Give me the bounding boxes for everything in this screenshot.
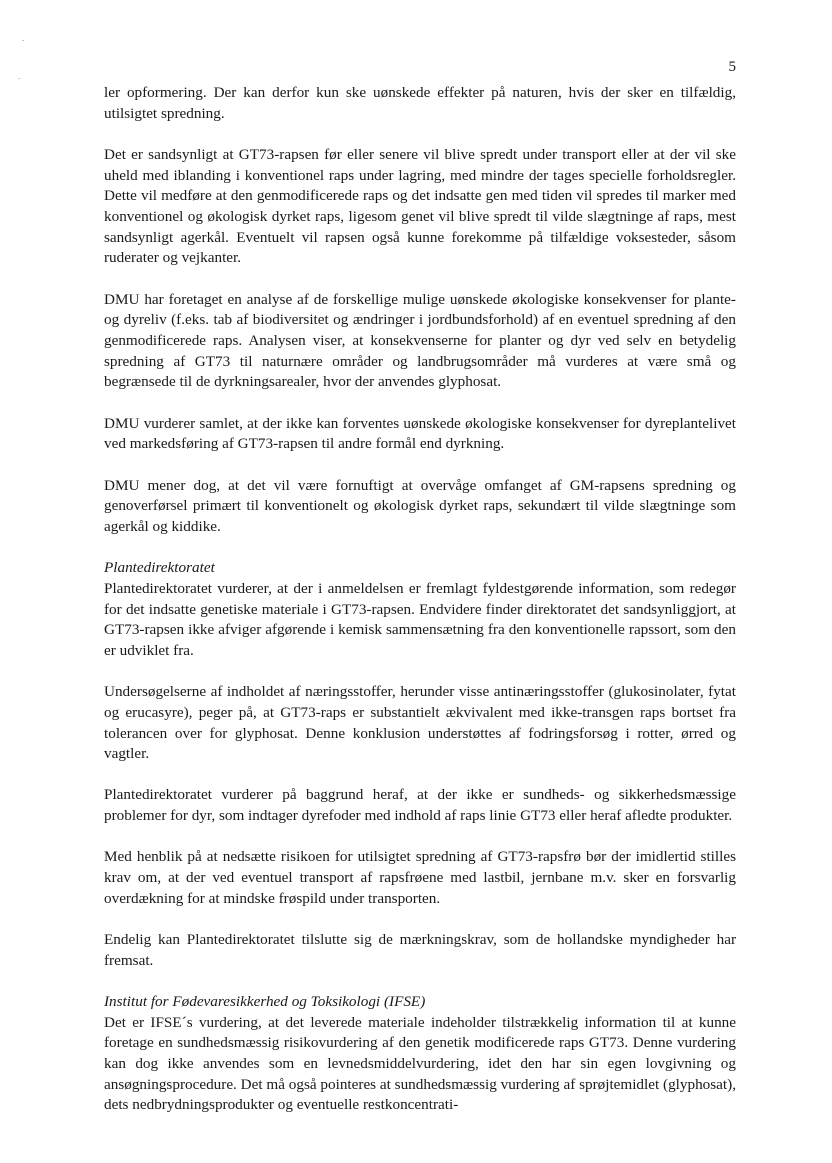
paragraph: Det er IFSE´s vurdering, at det leverede materiale indeholder tilstrækkelig information til at kunne foretage en sundhedsmæssig risikovurdering af den genetik modificerede raps GT73. Denne vurdering kan dog ikke anvendes som en levnedsmiddelvurdering, idet den har sin egen lovgivning og ansøgningsprocedure. Det må også pointeres at sundhedsmæssig vurdering af sprøjtemidlet (glyphosat), dets nedbrydningsprodukter og eventuelle restkoncentrati-: [104, 1013, 736, 1114]
paragraph: ler opformering. Der kan derfor kun ske uønskede effekter på naturen, hvis der sker en tilfældig, utilsigtet spredning.: [104, 84, 736, 122]
paragraph: Plantedirektoratet vurderer, at der i anmeldelsen er fremlagt fyldestgørende information, som redegør for det indsatte genetiske materiale i GT73-rapsen. Endvidere finder direktoratet det sandsynliggjort, at GT73-rapsen ikke afviger afgørende i kemisk sammensætning fra den konventionelle rapssort, som den er udviklet fra.: [104, 579, 736, 659]
page-number: 5: [728, 59, 736, 75]
paragraph: Det er sandsynligt at GT73-rapsen før eller senere vil blive spredt under transport eller at der vil ske uheld med iblanding i konventionel raps under lagring, med mindre der tages specielle forholdsregler. Dette vil medføre at den genmodificerede raps og det indsatte gen med tiden vil spredes til marker med konventionel og økologisk dyrket raps, ligesom genet vil blive spredt til vilde slægtninge af raps, mest sandsynligt agerkål. Eventuelt vil rapsen også kunne forekomme på tilfældige voksesteder, såsom ruderater og vejkanter.: [104, 145, 736, 267]
body-text: [104, 83, 736, 1116]
scan-speck: [22, 40, 24, 41]
scan-speck: [18, 78, 20, 79]
paragraph: DMU mener dog, at det vil være fornuftigt at overvåge omfanget af GM-rapsens spredning og genoverførsel primært til konventionelt og økologisk dyrket raps, sekundært til vilde slægtninge som agerkål og kiddike.: [104, 476, 736, 535]
section-heading-plantedirektoratet: Plantedirektoratet: [104, 559, 215, 577]
paragraph: DMU vurderer samlet, at der ikke kan forventes uønskede økologiske konsekvenser for dyreplantelivet ved markedsføring af GT73-rapsen til andre formål end dyrkning.: [104, 414, 736, 453]
section-heading-ifse: Institut for Fødevaresikkerhed og Toksikologi (IFSE): [104, 992, 426, 1010]
paragraph: DMU har foretaget en analyse af de forskellige mulige uønskede økologiske konsekvenser for plante- og dyreliv (f.eks. tab af biodiversitet og ændringer i jordbundsforhold) af en eventuel spredning af den genmodificerede raps. Analysen viser, at konsekvenserne for planter og dyr ved selv en betydelig spredning af GT73 til naturnære områder og landbrugsområder må vurderes at være små og begrænsede til de dyrkningsarealer, hvor der anvendes glyphosat.: [104, 290, 736, 391]
paragraph: Endelig kan Plantedirektoratet tilslutte sig de mærkningskrav, som de hollandske myndigheder har fremsat.: [104, 931, 736, 969]
paragraph: Undersøgelserne af indholdet af næringsstoffer, herunder visse antinæringsstoffer (glukosinolater, fytat og erucasyre), peger på, at GT73-raps er substantielt ækvivalent med ikke-transgen raps bortset fra tolerancen over for glyphosat. Denne konklusion understøttes af fodringsforsøg i rotter, ørred og vagtler.: [104, 683, 736, 763]
paragraph: Med henblik på at nedsætte risikoen for utilsigtet spredning af GT73-rapsfrø bør der imidlertid stilles krav om, at der ved eventuel transport af rapsfrøene med lastbil, jernbane m.v. sker en forsvarlig overdækning for at mindske frøspild under transporten.: [104, 848, 736, 907]
paragraph: Plantedirektoratet vurderer på baggrund heraf, at der ikke er sundheds- og sikkerhedsmæssige problemer for dyr, som indtager dyrefoder med indhold af raps linie GT73 eller heraf afledte produkter.: [104, 786, 736, 825]
